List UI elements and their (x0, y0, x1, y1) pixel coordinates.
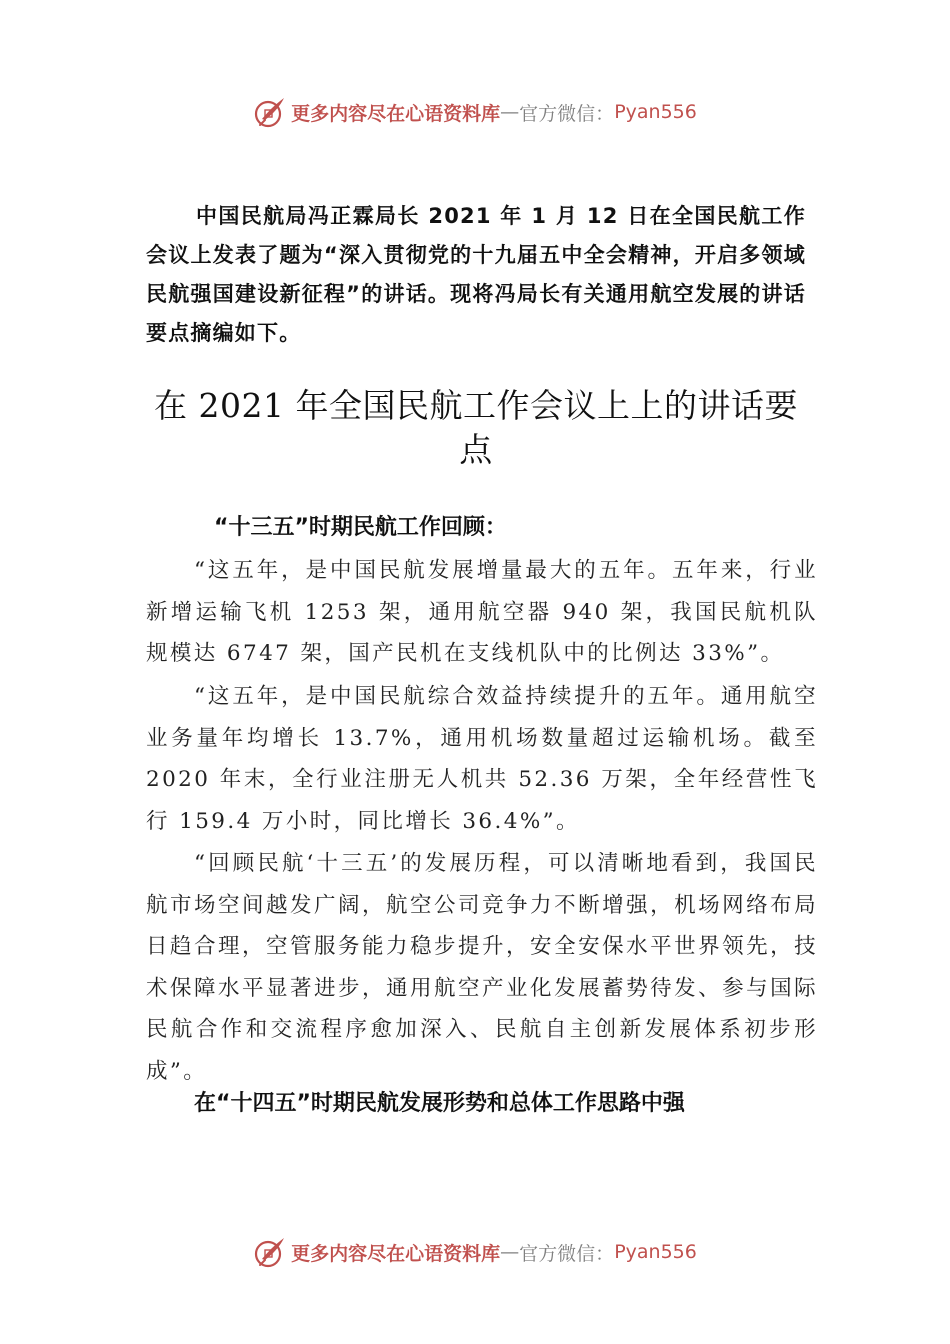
document-title: 在 2021 年全国民航工作会议上上的讲话要点 (154, 386, 798, 469)
watermark-wechat-label: 官方微信： (519, 102, 615, 125)
quill-pen-circle-icon (253, 1235, 287, 1269)
section-heading-review: “十三五”时期民航工作回顾： (214, 515, 507, 540)
quill-pen-circle-icon (253, 95, 287, 129)
body-paragraph-1: “这五年，是中国民航发展增量最大的五年。五年来，行业新增运输飞机 1253 架，通用航空器 940 架，我国民航机队规模达 6747 架，国产民机在支线机队中的比例达 33%”。 (146, 558, 818, 666)
body-paragraph-2: “这五年，是中国民航综合效益持续提升的五年。通用航空业务量年均增长 13.7%，通用机场数量超过运输机场。截至 2020 年末，全行业注册无人机共 52.36 万架，全年经营性飞行 159.4 万小时，同比增长 36.4%”。 (146, 684, 818, 834)
intro-paragraph: 中国民航局冯正霖局长 2021 年 1 月 12 日在全国民航工作会议上发表了题为“深入贯彻党的十九届五中全会精神，开启多领域民航强国建设新征程”的讲话。现将冯局长有关通用航空发展的讲话要点摘编如下。 (146, 204, 806, 345)
body-paragraph-3: “回顾民航‘十三五’的发展历程，可以清晰地看到，我国民航市场空间越发广阔，航空公司竞争力不断增强，机场网络布局日趋合理，空管服务能力稳步提升，安全安保水平世界领先，技术保障水平显著进步，通用航空产业化发展蓄势待发、参与国际民航合作和交流程序愈加深入、民航自主创新发展体系初步形成”。 (146, 851, 818, 1084)
watermark-wechat-id: Pyan556 (614, 1241, 697, 1263)
watermark-dash: — (500, 1241, 520, 1263)
watermark-site-text: 更多内容尽在心语资料库 (291, 1242, 501, 1265)
watermark-site-text: 更多内容尽在心语资料库 (291, 102, 501, 125)
watermark-wechat-id: Pyan556 (614, 101, 697, 123)
watermark-dash: — (500, 101, 520, 123)
header-watermark (0, 92, 950, 132)
watermark-wechat-label: 官方微信： (519, 1242, 615, 1265)
section-heading-outlook: 在“十四五”时期民航发展形势和总体工作思路中强 (194, 1091, 685, 1116)
footer-watermark (0, 1232, 950, 1272)
